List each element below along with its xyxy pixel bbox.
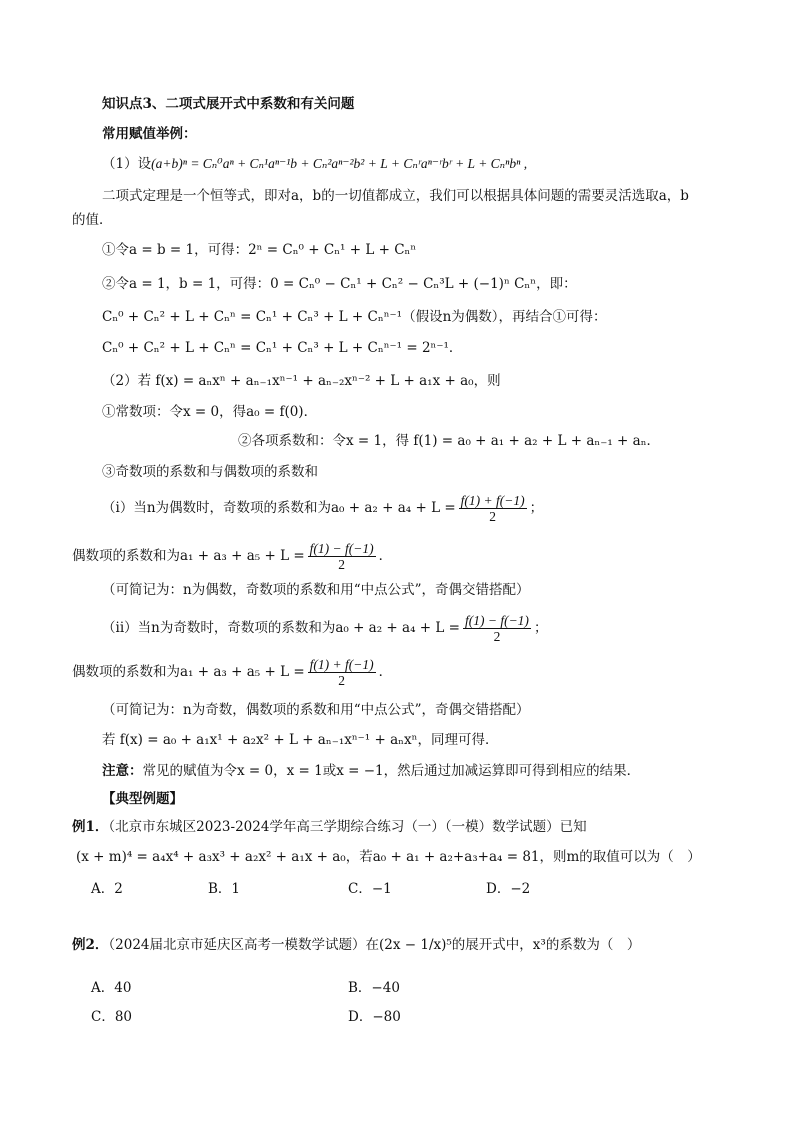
fraction xyxy=(308,541,376,572)
item1-prefix: （1）设 xyxy=(102,156,152,172)
even-prefix: 偶数项的系数和为a₁ + a₃ + a₅ + L = xyxy=(72,548,305,564)
numerator: f(1) − f(−1) xyxy=(464,613,529,628)
paragraph-1: 二项式定理是一个恒等式，即对a，b的一切值都成立，我们可以根据具体问题的需要灵活选取a，b xyxy=(102,188,689,204)
attention-label: 注意： xyxy=(102,763,143,779)
example-2-option-c[interactable]: C．80 xyxy=(91,1009,133,1025)
fraction xyxy=(308,657,376,688)
case-ii-even: 偶数项的系数和为a₁ + a₃ + a₅ + L = $\frac{f(1) + f(-1)}{2}$ ． xyxy=(72,657,393,688)
case-i-odd: （i）当n为偶数时，奇数项的系数和为a₀ + a₂ + a₄ + L = $\frac{f(1) + f(-1)}{2}$ ； xyxy=(102,493,544,524)
note-i: （可简记为：n为偶数，奇数项的系数和用“中点公式”，奇偶交错搭配） xyxy=(102,582,530,598)
even-prefix: 偶数项的系数和为a₁ + a₃ + a₅ + L = xyxy=(72,664,305,680)
binomial-formula: (a+b)ⁿ = Cₙ⁰aⁿ + Cₙ¹aⁿ⁻¹b + Cₙ²aⁿ⁻²b² + L + Cₙʳaⁿ⁻ʳbʳ + L + Cₙⁿbⁿ , xyxy=(151,156,528,171)
example-1-source-text: （北京市东城区2023-2024学年高三学期综合练习（一）（一模）数学试题）已知 xyxy=(108,819,587,835)
fraction xyxy=(459,493,527,524)
case-i-prefix: （i）当n为偶数时，奇数项的系数和为a₀ + a₂ + a₄ + L = xyxy=(102,500,456,516)
example-2-option-a[interactable]: A．40 xyxy=(91,980,132,996)
example-1-option-a[interactable]: A．2 xyxy=(91,881,123,897)
example-1-option-b[interactable]: B．1 xyxy=(208,881,241,897)
denominator: 2 xyxy=(338,557,345,572)
example-2-option-d[interactable]: D．−80 xyxy=(348,1009,401,1025)
section-title: 知识点3、二项式展开式中系数和有关问题 xyxy=(102,96,355,112)
case-ii-prefix: （ii）当n为奇数时，奇数项的系数和为a₀ + a₂ + a₄ + L = xyxy=(102,620,460,636)
subtitle: 常用赋值举例： xyxy=(102,126,197,142)
example-2-option-b[interactable]: B．−40 xyxy=(348,980,400,996)
denominator: 2 xyxy=(489,509,497,524)
example-2-stem-line xyxy=(72,936,640,954)
example-1-option-c[interactable]: C．−1 xyxy=(348,881,392,897)
paragraph-1-cont: 的值． xyxy=(72,212,113,228)
example-1-option-d[interactable]: D．−2 xyxy=(486,881,531,897)
example-2-label: 例2． xyxy=(72,937,109,953)
case-2-line-2: Cₙ⁰ + Cₙ² + L + Cₙⁿ = Cₙ¹ + Cₙ³ + L + Cₙⁿ⁻¹（假设n为偶数），再结合①可得： xyxy=(102,309,607,325)
note-ii: （可简记为：n为奇数，偶数项的系数和用“中点公式”，奇偶交错搭配） xyxy=(102,702,530,718)
odd-even-heading: ③奇数项的系数和与偶数项的系数和 xyxy=(102,464,318,480)
case-1-all-ones: ①令a = b = 1，可得：2ⁿ = Cₙ⁰ + Cₙ¹ + L + Cₙⁿ xyxy=(102,242,417,258)
similar-case: 若 f(x) = a₀ + a₁x¹ + a₂x² + L + aₙ₋₁xⁿ⁻¹ + aₙxⁿ，同理可得． xyxy=(102,732,499,748)
attention-text: 常见的赋值为令x = 0，x = 1或x = −1，然后通过加减运算即可得到相应的结果． xyxy=(142,763,641,779)
attention xyxy=(102,762,640,780)
case-2-line-3: Cₙ⁰ + Cₙ² + L + Cₙⁿ = Cₙ¹ + Cₙ³ + L + Cₙⁿ⁻¹ = 2ⁿ⁻¹． xyxy=(102,340,463,356)
example-1-source xyxy=(72,818,587,836)
constant-term: ①常数项：令x = 0，得a₀ = f(0)． xyxy=(102,404,318,420)
examples-header: 【典型例题】 xyxy=(102,791,183,807)
numerator: f(1) + f(−1) xyxy=(460,493,525,508)
denominator: 2 xyxy=(493,629,501,644)
denominator: 2 xyxy=(338,673,345,688)
example-1-label: 例1． xyxy=(72,819,109,835)
example-2-stem: （2024届北京市延庆区高考一模数学试题）在(2x − 1/x)⁵的展开式中，x³的系数为（ ） xyxy=(108,937,641,953)
example-1-stem: (x + m)⁴ = a₄x⁴ + a₃x³ + a₂x² + a₁x + a₀，若a₀ + a₁ + a₂+a₃+a₄ = 81，则m的取值可以为（ ） xyxy=(76,849,701,865)
case-ii-odd: （ii）当n为奇数时，奇数项的系数和为a₀ + a₂ + a₄ + L = $\frac{f(1) - f(-1)}{2}$ ； xyxy=(102,613,548,644)
sum-of-coefficients: ②各项系数和：令x = 1，得 f(1) = a₀ + a₁ + a₂ + L + aₙ₋₁ + aₙ． xyxy=(238,433,661,449)
case-2-alternating: ②令a = 1，b = 1，可得：0 = Cₙ⁰ − Cₙ¹ + Cₙ² − Cₙ³L + (−1)ⁿ Cₙⁿ，即： xyxy=(102,276,577,292)
item2: （2）若 f(x) = aₙxⁿ + aₙ₋₁xⁿ⁻¹ + aₙ₋₂xⁿ⁻² + L + a₁x + a₀，则 xyxy=(102,373,501,389)
numerator: f(1) − f(−1) xyxy=(309,541,374,556)
numerator: f(1) + f(−1) xyxy=(309,657,374,672)
item1 xyxy=(102,155,527,173)
fraction xyxy=(463,613,531,644)
case-i-even: 偶数项的系数和为a₁ + a₃ + a₅ + L = $\frac{f(1) - f(-1)}{2}$ ． xyxy=(72,541,393,572)
